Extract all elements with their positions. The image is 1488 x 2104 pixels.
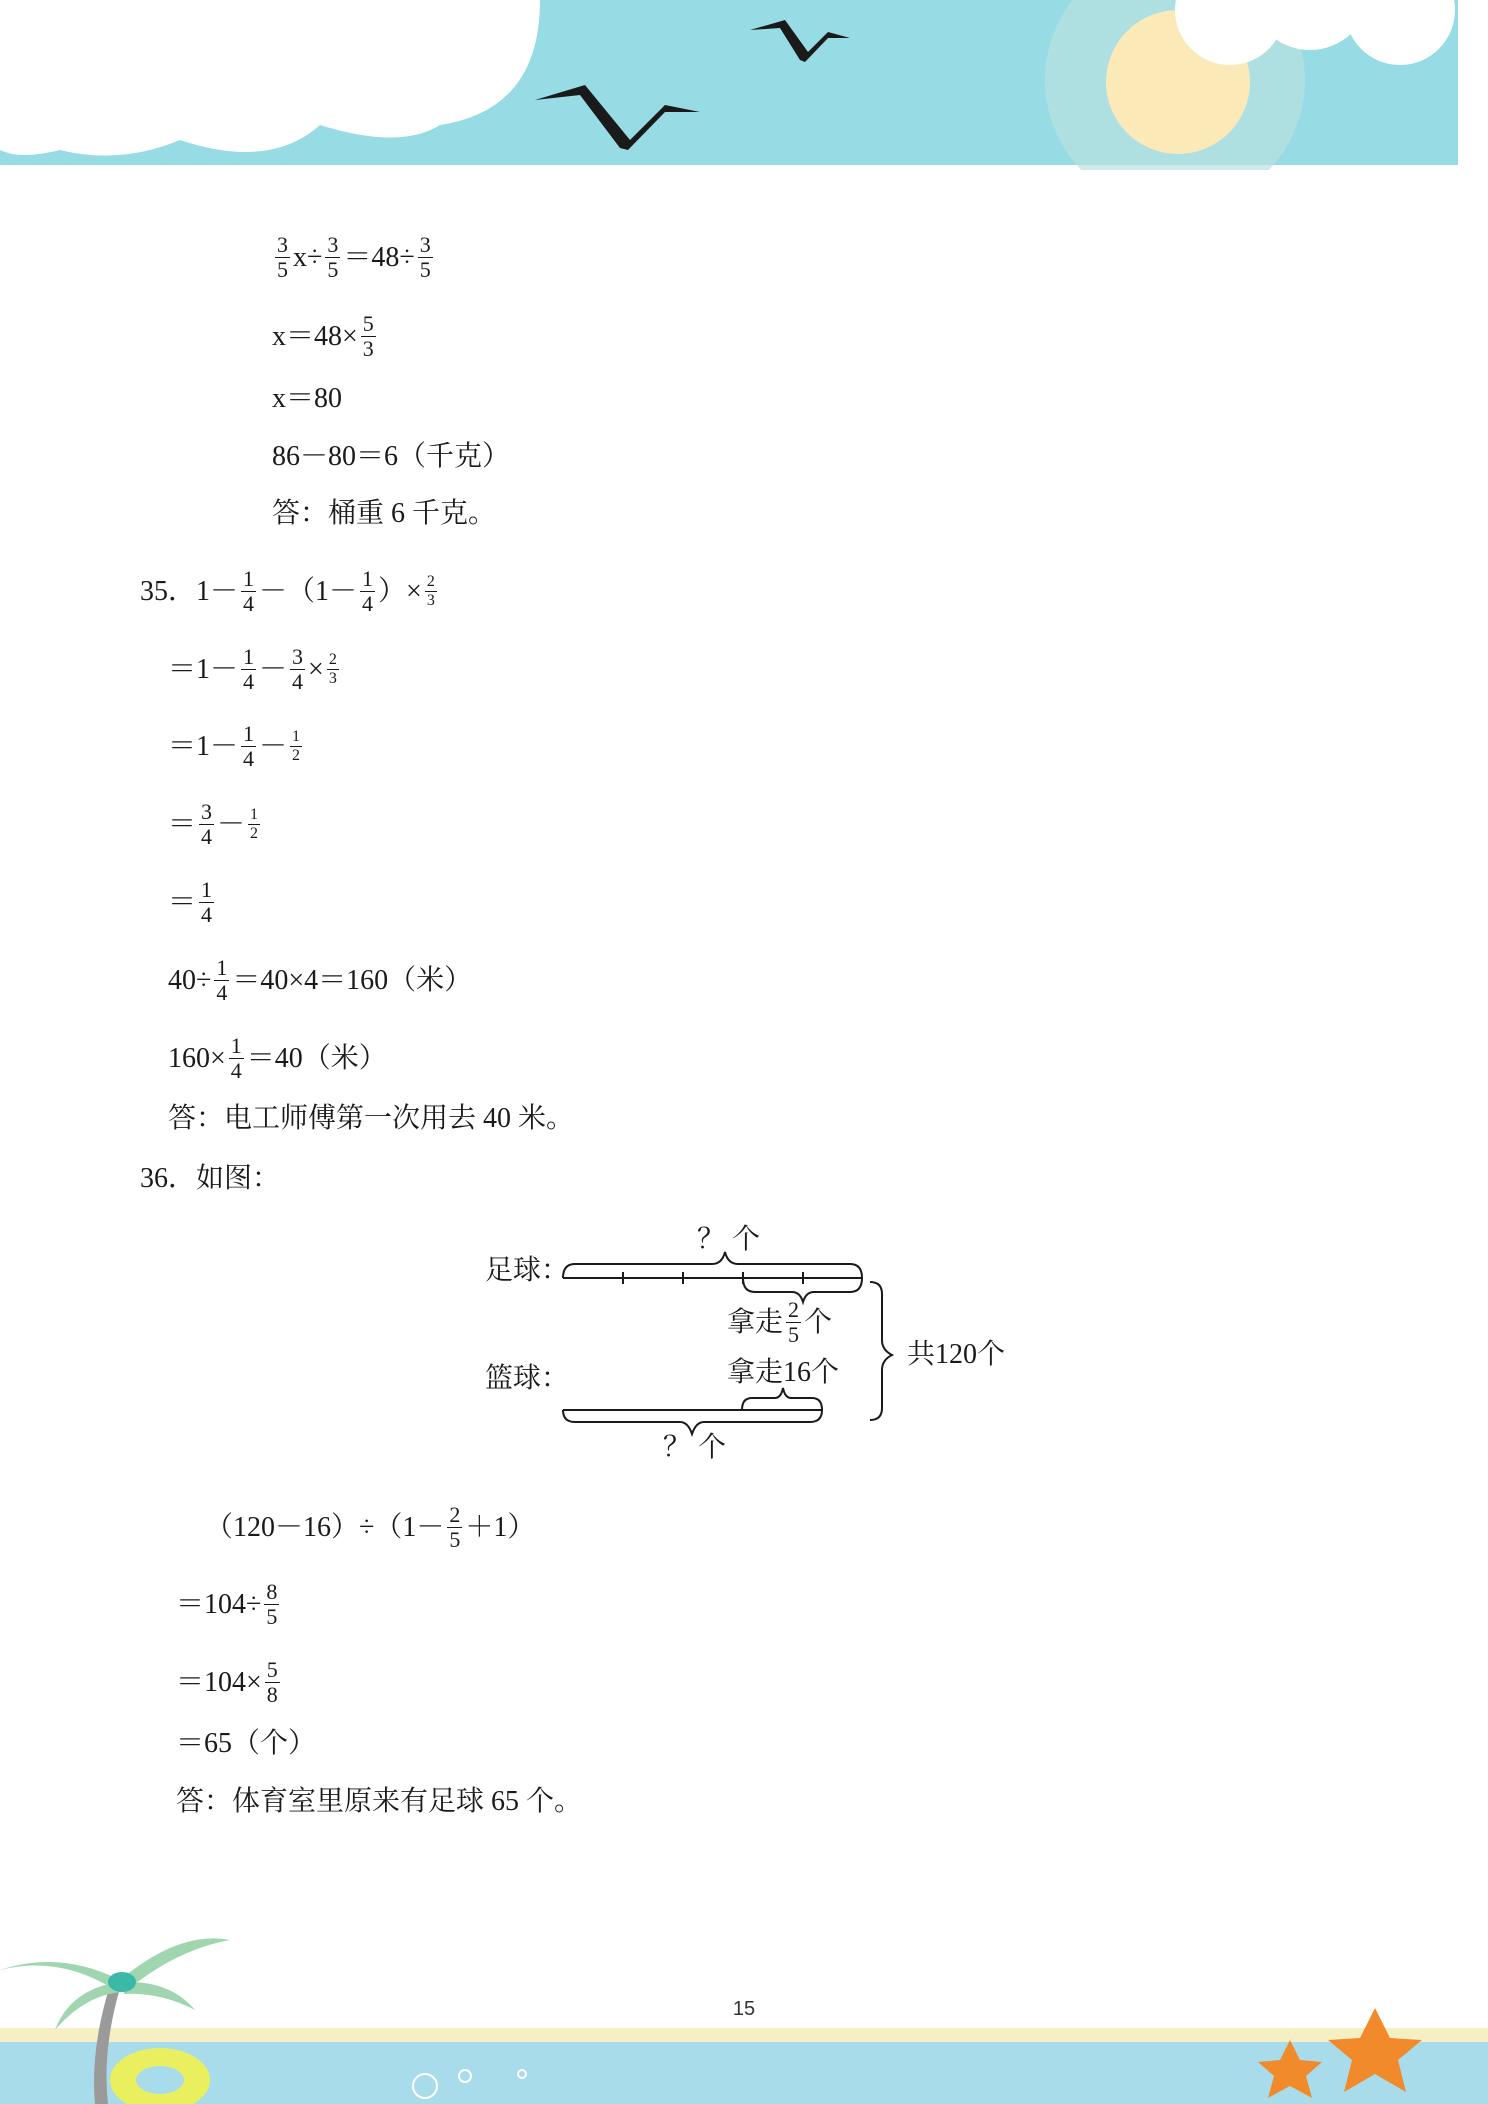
fraction: $\frac{1}{4}$ [230, 1033, 242, 1083]
expr-text: ＋1） [465, 1511, 536, 1543]
basketball-taken-brace [742, 1388, 822, 1410]
basketball-label: 篮球： [485, 1363, 570, 1394]
fraction: $\frac{3}{5}$ [277, 232, 288, 282]
expr-text: 拿走 [727, 1306, 784, 1338]
q36-line-4: ＝65（个） [176, 1728, 317, 1759]
page-number: 15 [732, 1998, 756, 2020]
expr-text: ＝1－ [168, 653, 239, 685]
fraction: $\frac{1}{4}$ [243, 566, 255, 616]
expr-text: 如图： [196, 1163, 281, 1194]
total-brace [870, 1282, 892, 1420]
fraction: $\frac{1}{4}$ [243, 644, 255, 694]
expr-text: ＝40×4＝160（米） [232, 964, 473, 996]
q36-line-2 [176, 1580, 282, 1629]
expr-text: 个 [804, 1306, 833, 1338]
fraction: $\frac{3}{5}$ [419, 232, 431, 282]
question-number: 36． [140, 1163, 197, 1194]
fraction: $\frac{5}{8}$ [266, 1657, 278, 1707]
basketball-bottom-brace [563, 1410, 822, 1434]
expr-text: x＝48× [272, 320, 358, 352]
fraction: $\frac{2}{3}$ [328, 651, 337, 687]
expr-text: 1－ [196, 575, 239, 607]
fraction: $\frac{1}{2}$ [292, 728, 301, 764]
expr-text: ＝104÷ [176, 1588, 262, 1620]
fraction: $\frac{5}{3}$ [362, 311, 374, 361]
fraction: $\frac{2}{5}$ [788, 1297, 800, 1347]
fraction: $\frac{1}{4}$ [362, 566, 374, 616]
expr-text: ＝ [168, 808, 197, 840]
fraction: $\frac{1}{2}$ [250, 806, 259, 842]
fraction: $\frac{3}{5}$ [327, 232, 339, 282]
expr-text: 40÷ [168, 964, 212, 996]
expr-text: ）× [378, 575, 422, 607]
fraction: $\frac{3}{4}$ [292, 644, 304, 694]
basketball-taken-label: 拿走16个 [727, 1357, 840, 1388]
eq34-line-4: 86－80＝6（千克） [272, 441, 511, 472]
expr-text: － [259, 730, 288, 762]
fraction: $\frac{1}{4}$ [201, 877, 213, 927]
expr-text: － [217, 808, 246, 840]
football-top-label: ？ 个 [697, 1224, 761, 1255]
expr-text: x÷ [293, 241, 323, 273]
football-taken-label [727, 1298, 832, 1347]
q35-answer: 答：电工师傅第一次用去 40 米。 [168, 1103, 575, 1134]
expr-text: －（1－ [259, 575, 358, 607]
expr-text: ＝104× [176, 1666, 262, 1698]
question-number: 35． [140, 575, 197, 607]
total-label: 共120个 [907, 1339, 1006, 1370]
football-label: 足球： [485, 1255, 570, 1286]
expr-text: （120－16）÷（1－ [205, 1511, 445, 1543]
expr-text: ＝1－ [168, 730, 239, 762]
q36-line-1 [205, 1503, 535, 1552]
fraction: $\frac{2}{5}$ [449, 1502, 461, 1552]
fraction: $\frac{1}{4}$ [216, 955, 228, 1005]
basketball-bottom-label: ？ 个 [663, 1432, 727, 1463]
expr-text: 160× [168, 1042, 226, 1074]
q36-answer: 答：体育室里原来有足球 65 个。 [176, 1786, 583, 1817]
fraction: $\frac{1}{4}$ [243, 721, 255, 771]
fraction: $\frac{2}{3}$ [426, 573, 435, 609]
expr-text: ＝48÷ [343, 241, 415, 273]
expr-text: ＝ [168, 886, 197, 918]
eq34-answer: 答：桶重 6 千克。 [272, 498, 497, 529]
expr-text: ＝40（米） [246, 1042, 387, 1074]
q36-line-3 [176, 1658, 283, 1707]
fraction: $\frac{8}{5}$ [266, 1579, 278, 1629]
expr-text: － [259, 653, 288, 685]
fraction: $\frac{3}{4}$ [201, 799, 213, 849]
expr-text: × [308, 653, 324, 685]
eq34-line-3: x＝80 [272, 383, 343, 414]
